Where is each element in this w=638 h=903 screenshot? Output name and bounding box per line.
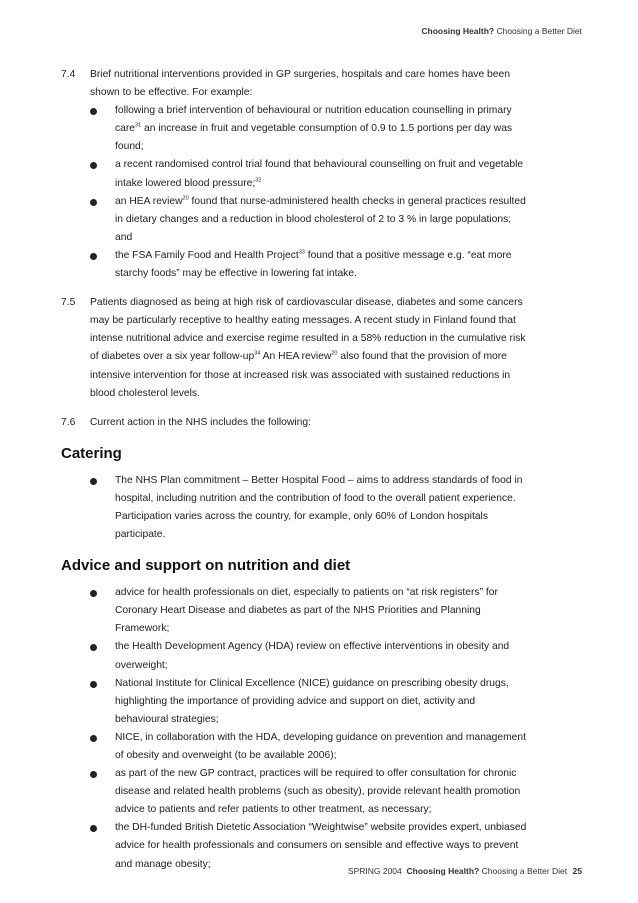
bullet-list	[90, 102, 531, 283]
catering-section	[61, 472, 531, 544]
list-item: the DH-funded British Dietetic Association “Weightwise” website provides expert, unbiased advice for health professionals and consumers on sensible and effective ways to prevent and manage obesity;	[90, 819, 531, 873]
bullet-list	[90, 472, 531, 544]
reference-32: 32	[255, 177, 262, 184]
list-item: the FSA Family Food and Health Project$^{33}$ found that a positive message e.g. “eat more starchy foods” may be effective in lowering fat intake.	[90, 247, 531, 283]
list-item: as part of the new GP contract, practices will be required to offer consultation for chronic disease and related health problems (such as obesity), provide relevant health promotion advice to patients and refer patients to other treatment, as necessary;	[90, 765, 531, 819]
paragraph-text: Current action in the NHS includes the following:	[90, 416, 311, 428]
reference-34: 34	[254, 350, 261, 357]
bullet-list	[90, 584, 531, 874]
paragraph-number: 7.5	[61, 297, 76, 309]
list-item: NICE, in collaboration with the HDA, developing guidance on prevention and management of obesity and overweight (to be available 2006);	[90, 729, 531, 765]
list-item: advice for health professionals on diet, especially to patients on “at risk registers” for Coronary Heart Disease and diabetes as part of the NHS Priorities and Planning Framework;	[90, 584, 531, 638]
page-number: 25	[572, 866, 582, 876]
paragraph-7-4	[61, 66, 531, 283]
footer-date: SPRING 2004	[347, 866, 402, 876]
advice-section	[61, 584, 531, 874]
list-item: The NHS Plan commitment – Better Hospital Food – aims to address standards of food in hospital, including nutrition and the contribution of food to the overall patient experience. Participation varies across the country, for example, only 60% of London hospitals participate.	[90, 472, 531, 544]
paragraph-number: 7.4	[61, 69, 76, 80]
footer-title-rest: Choosing a Better Diet	[481, 866, 568, 876]
running-footer	[348, 866, 582, 876]
paragraph-text: Patients diagnosed as being at high risk of cardiovascular disease, diabetes and some cancers may be particularly receptive to healthy eating messages. A recent study in Finland found that intense nutritional advice and exercise regime resulted in a 58% reduction in the cumulative risk of diabetes over a six year follow-$up^{34}$ An HEA review$^{20}$ also found that the provision of more intensive intervention for those at increased risk was associated with sustained reductions in blood cholesterol levels.	[90, 297, 526, 399]
reference-20: 20	[182, 195, 189, 202]
paragraph-number: 7.6	[61, 416, 76, 428]
section-heading-advice: Advice and support on nutrition and diet	[61, 557, 351, 575]
reference-31: 31	[135, 122, 142, 129]
list-item: the Health Development Agency (HDA) review on effective interventions in obesity and overweight;	[90, 638, 531, 674]
paragraph-7-5	[61, 294, 531, 403]
list-item: National Institute for Clinical Excellence (NICE) guidance on prescribing obesity drugs, highlighting the importance of providing advice and support on diet, activity and behavioural strategies;	[90, 675, 531, 729]
list-item: a recent randomised control trial found that behavioural counselling on fruit and vegetable intake lowered blood pressure;$^{32}$	[90, 156, 531, 192]
main-content	[61, 66, 531, 883]
header-title-bold: Choosing Health?	[421, 26, 495, 36]
list-item: following a brief intervention of behavioural or nutrition education counselling in primary care$^{31}$ an increase in fruit and vegetable consumption of 0.9 to 1.5 portions per day was found;	[90, 102, 531, 156]
list-item: an HEA review$^{20}$ found that nurse-administered health checks in general practices resulted in dietary changes and a reduction in blood cholesterol of 2 to 3 % in large populations; and	[90, 193, 531, 247]
paragraph-text: Brief nutritional interventions provided in GP surgeries, hospitals and care homes have been shown to be effective. For example:	[90, 69, 510, 99]
section-heading-catering: Catering	[61, 444, 122, 462]
running-header	[421, 26, 582, 36]
paragraph-7-6	[61, 414, 531, 432]
reference-33: 33	[298, 249, 305, 256]
footer-title-bold: Choosing Health?	[406, 866, 480, 876]
header-title-rest: Choosing a Better Diet	[496, 26, 582, 36]
reference-20: 20	[331, 350, 338, 357]
